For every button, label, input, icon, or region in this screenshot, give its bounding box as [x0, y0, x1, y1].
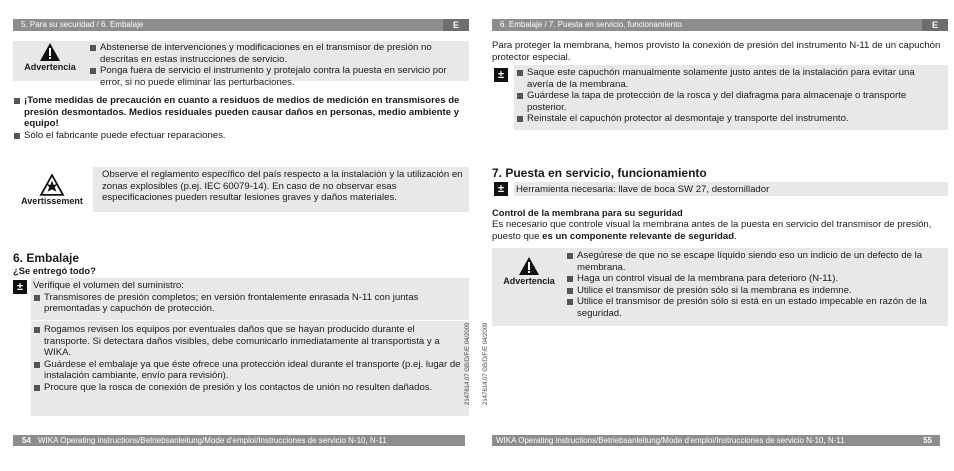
control-text-bold: es un componente relevante de seguridad: [542, 230, 735, 242]
side-code: 2147614.07 GB/D/F/E 04/2009: [483, 322, 489, 405]
list-item: Guárdese el embalaje ya que éste ofrece una protección ideal durante el transporte (p.ej. lugar de instalación cambiante, envío para revisión).: [33, 359, 463, 382]
footer-text: WIKA Operating instructions/Betriebsanleitung/Mode d'emploi/Instrucciones de servicio N-10, N-11: [496, 436, 845, 445]
warning-triangle-icon: [518, 256, 540, 276]
page-footer-left: [13, 435, 465, 446]
list-item: Procure que la rosca de conexión de presión y los contactos de unión no resulten dañados.: [33, 382, 463, 394]
language-badge: E: [922, 19, 948, 31]
list-item: Ponga fuera de servicio el instrumento y protejalo contra la puesta en servicio por error, si no puede eliminar las perturbaciones.: [89, 65, 461, 88]
list-item: Saque este capuchón manualmente solamente justo antes de la instalación para evitar una avería de la membrana.: [516, 67, 942, 90]
warning-list: [566, 250, 942, 320]
list-item: Sólo el fabricante puede efectuar reparaciones.: [13, 130, 461, 142]
side-code: 2147614.07 GB/D/F/E 04/2009: [465, 322, 471, 405]
page-header: [13, 19, 469, 31]
intro-text: Para proteger la membrana, hemos provisto la conexión de presión del instrumento N-11 de un capuchón protector especial.: [492, 40, 941, 63]
explosion-text: Observe el reglamento específico del país respecto a la instalación y la utilización en zonas explosibles (p.ej. IEC 60079-14). En caso de no observar esas especificaciones pueden resultar lesiones graves y daños materiales.: [102, 169, 463, 204]
header-title: 6. Embalaje / 7. Puesta en servicio, funcionamiento: [500, 20, 682, 29]
language-badge: E: [443, 19, 469, 31]
page-header: [492, 19, 948, 31]
note2-list: [33, 324, 463, 394]
list-item: Guárdese la tapa de protección de la rosca y del diafragma para almacenaje o transporte posterior.: [516, 90, 942, 113]
list-item: Transmisores de presión completos; en versión frontalemente enrasada N-11 con juntas premontadas y capuchón de protección.: [33, 292, 463, 315]
warning-extra-list: [13, 95, 461, 141]
warning-label: Advertencia: [503, 276, 555, 286]
page-footer-right: [492, 435, 940, 446]
wrench-tool-icon: ±: [494, 182, 508, 196]
warning-label: Advertencia: [24, 62, 76, 72]
right-page: [492, 0, 948, 471]
list-item: Haga un control visual de la membrana para deterioro (N-11).: [566, 273, 942, 285]
page-number: 55: [923, 436, 932, 445]
warning-label-block: [13, 42, 87, 74]
section-question: ¿Se entregó todo?: [13, 265, 96, 276]
section-title: 7. Puesta en servicio, funcionamiento: [492, 166, 707, 180]
control-text-part: Es necesario que controle visual la membrana antes de la puesta en servicio del transmisor de presión, puesto que: [492, 219, 932, 242]
control-text: [492, 219, 942, 242]
list-item: Reinstale el capuchón protector al desmontaje y transporte del instrumento.: [516, 113, 942, 125]
list-item: Asegúrese de que no se escape líquido siendo eso un indicio de un defecto de la membrana.: [566, 250, 942, 273]
wrench-tool-icon: ±: [13, 280, 27, 294]
warning-list: [89, 42, 461, 88]
left-page: [13, 0, 469, 471]
list-item: ¡Tome medidas de precaución en cuanto a residuos de medios de medición en transmisores de presión desmontados. Medios residuales pueden causar daños en personas, medio ambiente y equipo!: [13, 95, 461, 130]
explosion-warning-icon: [39, 174, 65, 196]
note-list: [516, 67, 942, 125]
explosion-label-block: [13, 174, 91, 208]
control-text-part: .: [734, 230, 737, 242]
explosion-label: Avertissement: [21, 196, 83, 206]
list-item: Rogamos revisen los equipos por eventuales daños que se hayan producido durante el transporte. Si detectara daños visibles, debe comunicarlo inmediatamente al transportista y a WIKA.: [33, 324, 463, 359]
list-item: Utilice el transmisor de presión sólo si la membrana es indemne.: [566, 285, 942, 297]
footer-text: WIKA Operating instructions/Betriebsanleitung/Mode d'emploi/Instrucciones de servicio N-10, N-11: [38, 436, 387, 445]
section-title: 6. Embalaje: [13, 251, 80, 265]
tool-text: Herramienta necesaria: llave de boca SW 27, destornillador: [516, 184, 770, 195]
note-list: [33, 292, 463, 315]
note-intro: Verifique el volumen del suministro:: [33, 280, 184, 291]
header-title: 5. Para su securidad / 6. Embalaje: [21, 20, 144, 29]
wrench-tool-icon: ±: [494, 68, 508, 82]
warning-triangle-icon: [39, 42, 61, 62]
control-title: Control de la membrana para su seguridad: [492, 207, 683, 218]
list-item: Abstenerse de intervenciones y modificaciones en el transmisor de presión no descritas en estas instrucciones de servicio.: [89, 42, 461, 65]
warning-label-block: [492, 256, 566, 288]
note-block: [33, 280, 463, 315]
page-number: 54: [22, 436, 31, 445]
list-item: Utilice el transmisor de presión sólo si está en un estado impecable en razón de la seguridad.: [566, 296, 942, 319]
